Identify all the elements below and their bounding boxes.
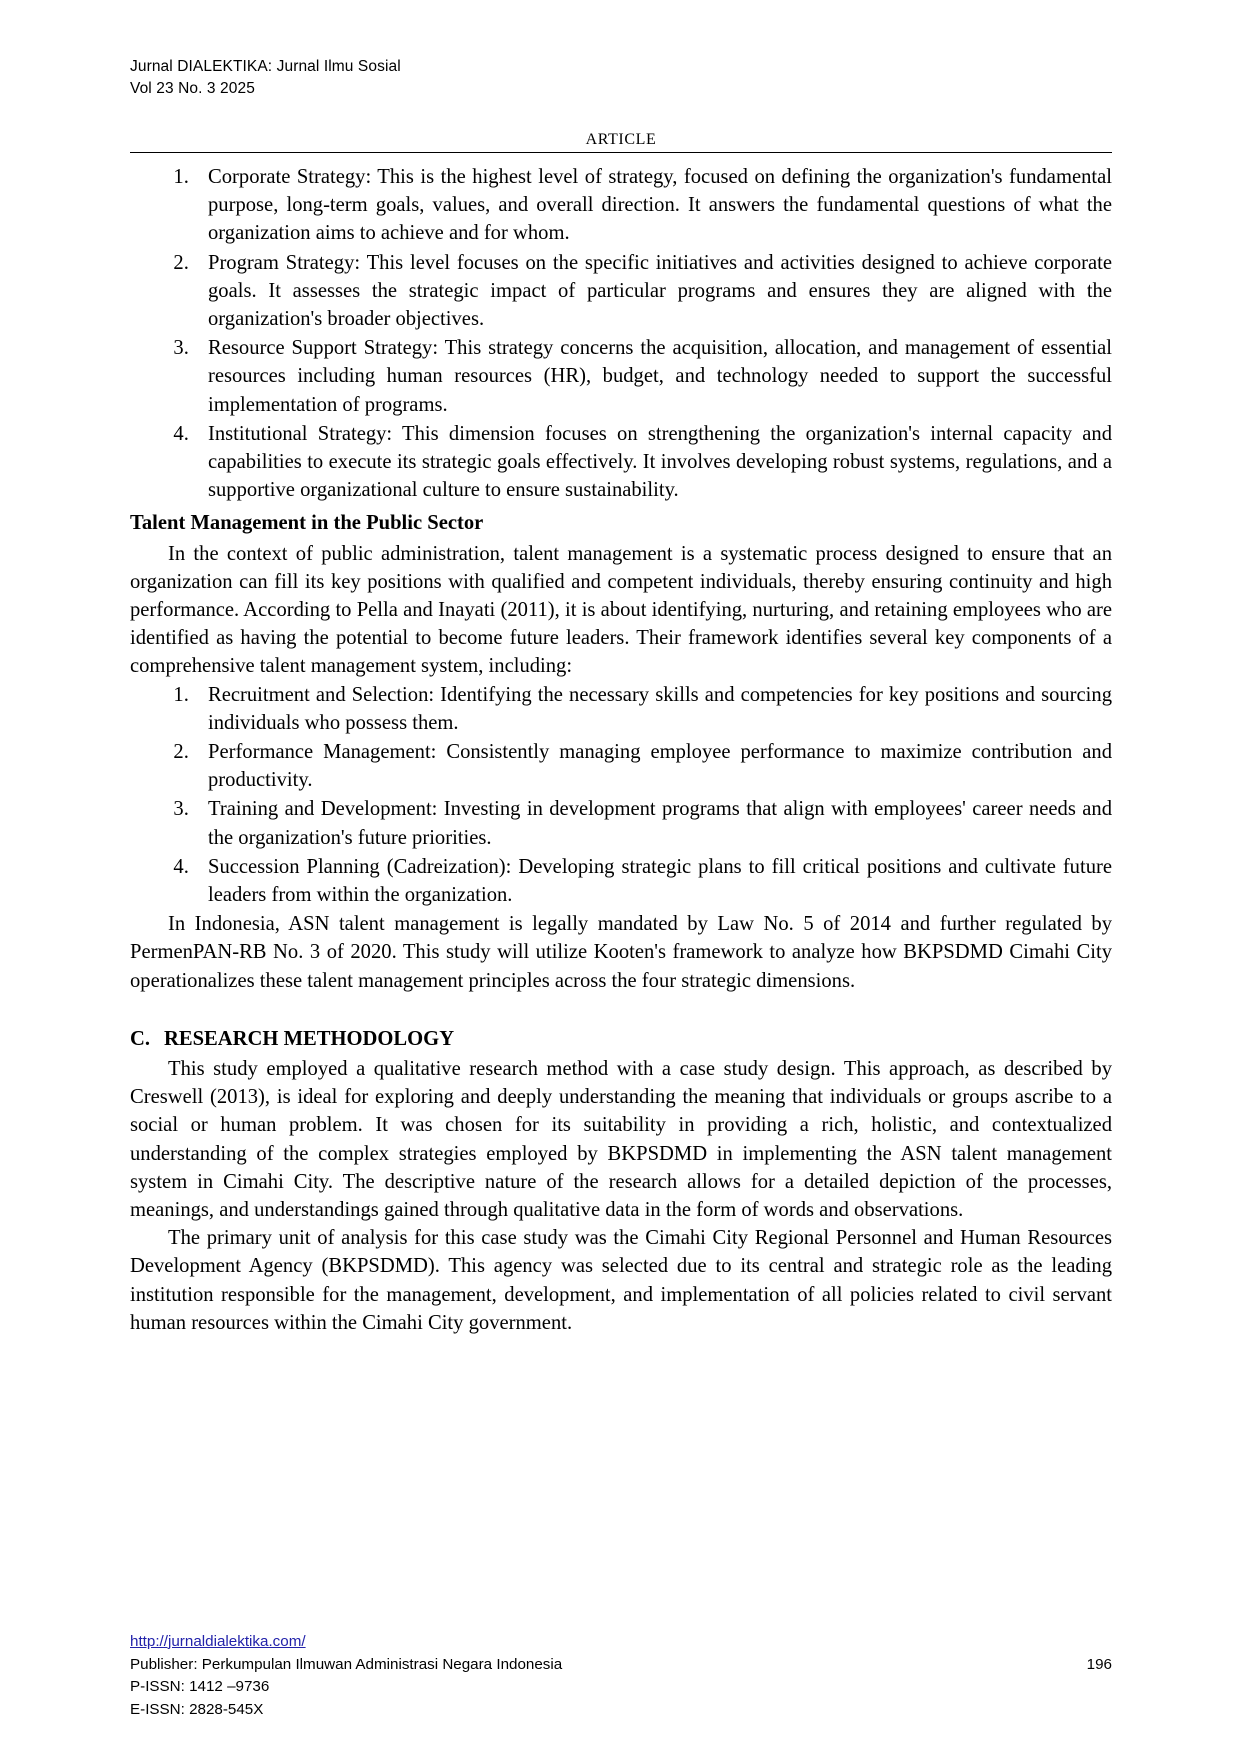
list-item: 2. Performance Management: Consistently managing employee performance to maximize contribution and productivity. xyxy=(194,738,1112,794)
talent-components-list xyxy=(130,681,1112,910)
publisher-text: Publisher: Perkumpulan Ilmuwan Administrasi Negara Indonesia xyxy=(130,1655,563,1673)
talent-intro-paragraph: In the context of public administration, talent management is a systematic process designed to ensure that an organization can fill its key positions with qualified and competent individuals, thereby ensuring continuity and high performance. According to Pella and Inayati (2011), it is about identifying, nurturing, and retaining employees who are identified as having the potential to become future leaders. Their framework identifies several key components of a comprehensive talent management system, including: xyxy=(130,542,1112,678)
methodology-paragraph-2: The primary unit of analysis for this case study was the Cimahi City Regional Personnel and Human Resources Development Agency (BKPSDMD). This agency was selected due to its central and strategic role as the leading institution responsible for the management, development, and implementation of all policies related to civil servant human resources within the Cimahi City government. xyxy=(130,1227,1112,1334)
article-label: ARTICLE xyxy=(585,130,657,148)
section-title: RESEARCH METHODOLOGY xyxy=(164,1027,455,1050)
list-item: 4. Institutional Strategy: This dimension focuses on strengthening the organization's internal capacity and capabilities to execute its strategic goals effectively. It involves developing robust systems, regulations, and a supportive organizational culture to ensure sustainability. xyxy=(194,420,1112,505)
list-item: 2. Program Strategy: This level focuses on the specific initiatives and activities designed to achieve corporate goals. It assesses the strategic impact of particular programs and ensures they are aligned with the organization's broader objectives. xyxy=(194,249,1112,334)
list-item: 1. Corporate Strategy: This is the highest level of strategy, focused on defining the organization's fundamental purpose, long-term goals, values, and overall direction. It answers the fundamental questions of what the organization aims to achieve and for whom. xyxy=(194,163,1112,248)
list-item: 4. Succession Planning (Cadreization): Developing strategic plans to fill critical positions and cultivate future leaders from within the organization. xyxy=(194,853,1112,909)
footer-url-row xyxy=(130,1631,1112,1654)
p-issn-text: P-ISSN: 1412 –9736 xyxy=(130,1678,270,1696)
section-letter: C. xyxy=(130,1027,151,1050)
journal-volume-line: Vol 23 No. 3 2025 xyxy=(130,80,255,98)
header-divider xyxy=(130,152,1112,153)
list-item: 3. Resource Support Strategy: This strategy concerns the acquisition, allocation, and management of essential resources including human resources (HR), budget, and technology needed to support the successful implementation of programs. xyxy=(194,334,1112,419)
strategy-list xyxy=(130,163,1112,504)
footer-publisher-row xyxy=(130,1654,1112,1677)
list-item: 1. Recruitment and Selection: Identifying the necessary skills and competencies for key positions and sourcing individuals who possess them. xyxy=(194,681,1112,737)
journal-url-link[interactable]: http://jurnaldialektika.com/ xyxy=(130,1632,306,1650)
journal-title-line: Jurnal DIALEKTIKA: Jurnal Ilmu Sosial xyxy=(130,58,401,75)
methodology-heading xyxy=(130,1025,1112,1053)
e-issn-text: E-ISSN: 2828-545X xyxy=(130,1701,264,1719)
page-footer xyxy=(130,1631,1112,1722)
list-item: 3. Training and Development: Investing in development programs that align with employees' career needs and the organization's future priorities. xyxy=(194,795,1112,851)
talent-closing-paragraph: In Indonesia, ASN talent management is legally mandated by Law No. 5 of 2014 and further regulated by PermenPAN-RB No. 3 of 2020. This study will utilize Kooten's framework to analyze how BKPSDMD Cimahi City operationalizes these talent management principles across the four strategic dimensions. xyxy=(130,913,1112,992)
page-header xyxy=(130,56,1112,101)
page-number: 196 xyxy=(1086,1655,1112,1673)
talent-section-heading: Talent Management in the Public Sector xyxy=(130,512,484,535)
document-body xyxy=(130,163,1112,1337)
methodology-paragraph-1: This study employed a qualitative research method with a case study design. This approach, as described by Creswell (2013), is ideal for exploring and deeply understanding the meaning that individuals or groups ascribe to a social or human problem. It was chosen for its suitability in providing a rich, holistic, and contextualized understanding of the complex strategies employed by BKPSDMD in implementing the ASN talent management system in Cimahi City. The descriptive nature of the research allows for a detailed depiction of the processes, meanings, and understandings gained through qualitative data in the form of words and observations. xyxy=(130,1058,1112,1222)
